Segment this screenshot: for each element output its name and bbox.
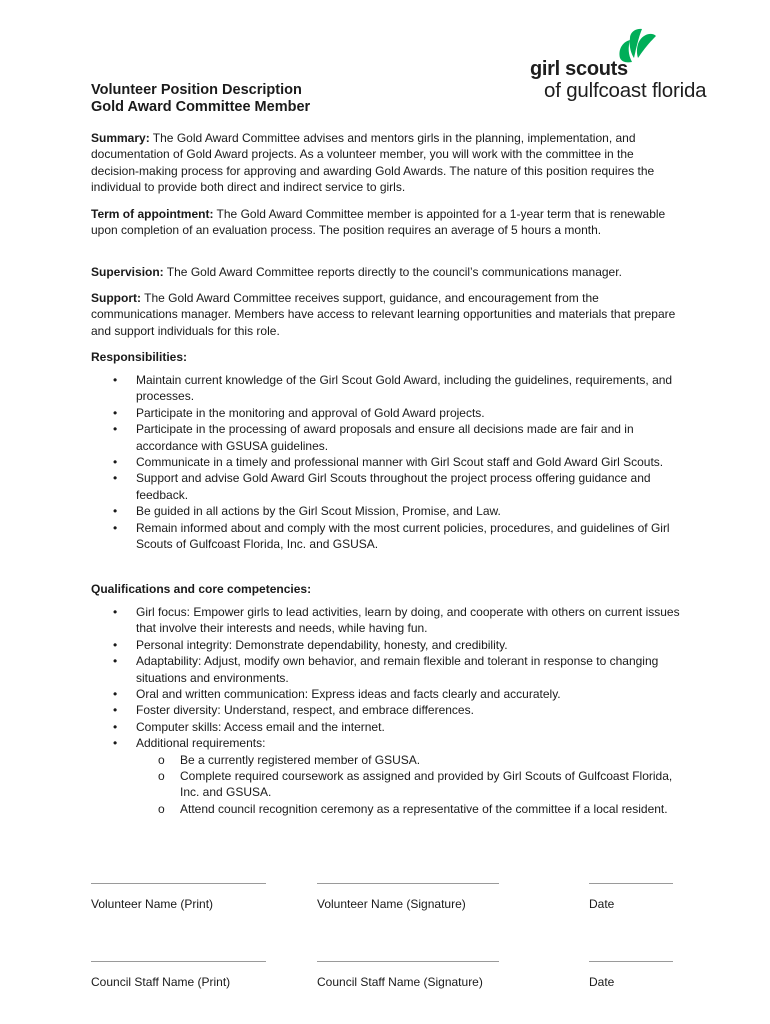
term-text: The Gold Award Committee member is appointed for a 1-year term that is renewable upon completion of an evaluation process. The position requires an average of 5 hours a month. bbox=[91, 207, 666, 238]
list-item: • Adaptability: Adjust, modify own behavior, and remain flexible and tolerant in response to changing situations and environments. bbox=[91, 653, 681, 686]
list-item: • Communicate in a timely and professional manner with Girl Scout staff and Gold Award Girl Scouts. bbox=[91, 454, 681, 470]
list-item: • Participate in the processing of award proposals and ensure all decisions made are fair and in accordance with GSUSA guidelines. bbox=[91, 421, 681, 454]
supervision-text: The Gold Award Committee reports directly to the council’s communications manager. bbox=[163, 265, 622, 279]
support-text: The Gold Award Committee receives support, guidance, and encouragement from the communications manager. Members have access to relevant learning opportunities and materials that prepare and support individuals for this role. bbox=[91, 291, 676, 338]
list-item: • Foster diversity: Understand, respect, and embrace differences. bbox=[91, 702, 681, 718]
document-title bbox=[91, 82, 310, 116]
supervision-label: Supervision: bbox=[91, 265, 164, 279]
sub-list-item: o Be a currently registered member of GSUSA. bbox=[136, 752, 681, 768]
supervision-paragraph bbox=[91, 264, 676, 280]
girl-scouts-logo bbox=[528, 28, 718, 108]
staff-date-line[interactable] bbox=[589, 961, 673, 962]
list-item: • Personal integrity: Demonstrate dependability, honesty, and credibility. bbox=[91, 637, 681, 653]
sub-list-item: o Attend council recognition ceremony as a representative of the committee if a local resident. bbox=[136, 801, 681, 817]
responsibilities-heading: Responsibilities: bbox=[91, 350, 188, 364]
staff-print-line[interactable] bbox=[91, 961, 266, 962]
staff-signature-line[interactable] bbox=[317, 961, 499, 962]
qualifications-heading: Qualifications and core competencies: bbox=[91, 582, 312, 596]
volunteer-print-line[interactable] bbox=[91, 883, 266, 884]
list-item: • Maintain current knowledge of the Girl Scout Gold Award, including the guidelines, requirements, and processes. bbox=[91, 372, 681, 405]
support-paragraph bbox=[91, 290, 676, 339]
logo-text-girl-scouts: girl scouts bbox=[530, 58, 628, 80]
title-line-1: Volunteer Position Description bbox=[91, 82, 302, 98]
staff-date-label: Date bbox=[589, 975, 615, 989]
volunteer-signature-line[interactable] bbox=[317, 883, 499, 884]
summary-paragraph bbox=[91, 130, 676, 195]
responsibilities-list bbox=[91, 372, 681, 552]
list-item-additional bbox=[91, 735, 681, 817]
list-item: • Support and advise Gold Award Girl Scouts throughout the project process offering guidance and feedback. bbox=[91, 470, 681, 503]
term-paragraph bbox=[91, 206, 676, 239]
additional-requirements-label: Additional requirements: bbox=[136, 736, 266, 751]
title-line-2: Gold Award Committee Member bbox=[91, 99, 311, 115]
sub-list-item: o Complete required coursework as assigned and provided by Girl Scouts of Gulfcoast Florida, Inc. and GSUSA. bbox=[136, 768, 681, 801]
volunteer-date-label: Date bbox=[589, 897, 615, 911]
staff-signature-label: Council Staff Name (Signature) bbox=[317, 975, 483, 989]
summary-label: Summary: bbox=[91, 131, 150, 145]
summary-text: The Gold Award Committee advises and mentors girls in the planning, implementation, and documentation of Gold Award projects. As a volunteer member, you will work with the committee in the decision-making process for approving and awarding Gold Awards. The nature of this position requires the individual to provide both direct and indirect service to girls. bbox=[91, 131, 655, 194]
list-item: • Remain informed about and comply with the most current policies, procedures, and guidelines of Girl Scouts of Gulfcoast Florida, Inc. and GSUSA. bbox=[91, 520, 681, 553]
staff-print-label: Council Staff Name (Print) bbox=[91, 975, 231, 989]
list-item: • Girl focus: Empower girls to lead activities, learn by doing, and cooperate with others on current issues that involve their interests and needs, while having fun. bbox=[91, 604, 681, 637]
volunteer-signature-label: Volunteer Name (Signature) bbox=[317, 897, 466, 911]
volunteer-print-label: Volunteer Name (Print) bbox=[91, 897, 214, 911]
list-item: • Computer skills: Access email and the internet. bbox=[91, 719, 681, 735]
volunteer-date-line[interactable] bbox=[589, 883, 673, 884]
logo-text-council: of gulfcoast florida bbox=[544, 79, 707, 102]
list-item: • Oral and written communication: Express ideas and facts clearly and accurately. bbox=[91, 686, 681, 702]
additional-requirements-list bbox=[136, 752, 681, 818]
list-item: • Be guided in all actions by the Girl Scout Mission, Promise, and Law. bbox=[91, 503, 681, 519]
list-item: • Participate in the monitoring and approval of Gold Award projects. bbox=[91, 405, 681, 421]
qualifications-list bbox=[91, 604, 681, 817]
term-label: Term of appointment: bbox=[91, 207, 214, 221]
support-label: Support: bbox=[91, 291, 141, 305]
